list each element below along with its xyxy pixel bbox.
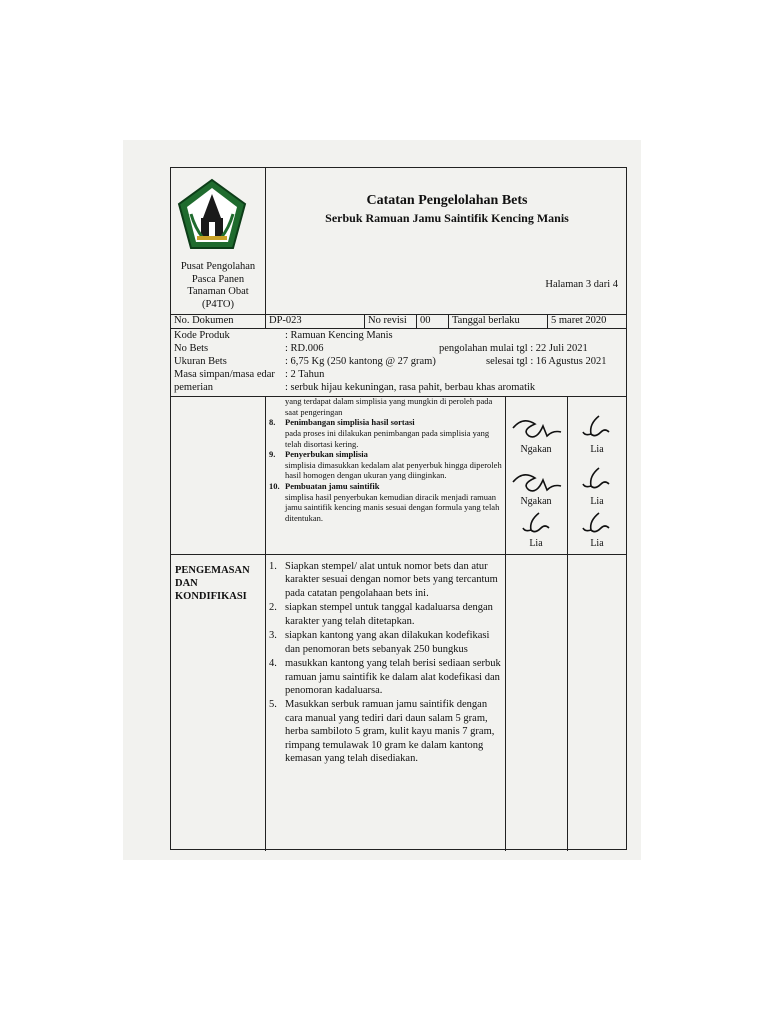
process-step bbox=[267, 417, 505, 449]
heading-line: PENGEMASAN bbox=[175, 565, 250, 576]
mulai-value: pengolahan mulai tgl : 22 Juli 2021 bbox=[439, 343, 588, 354]
signature-ngakan-icon bbox=[509, 414, 563, 440]
signature-name: Lia bbox=[590, 496, 604, 507]
section-divider bbox=[171, 554, 626, 555]
step-intro: yang terdapat dalam simplisia yang mungkin di peroleh pada saat pengeringan bbox=[285, 396, 493, 417]
signature-name: Lia bbox=[590, 444, 604, 455]
berlaku-value: 5 maret 2020 bbox=[547, 314, 628, 328]
column-divider bbox=[567, 396, 568, 851]
step-desc: simplisia dimasukkan kedalam alat penyerbuk hingga diperoleh hasil homogen dengan ukuran yang diinginkan. bbox=[285, 459, 502, 481]
item-text: Siapkan stempel/ alat untuk nomor bets dan atur karakter sesuai dengan nomor bets yang tercantum pada catatan pengolahaan bets ini. bbox=[285, 561, 498, 599]
list-item bbox=[267, 698, 505, 765]
process-section bbox=[171, 396, 626, 851]
ukuran-label: Ukuran Bets bbox=[174, 356, 227, 367]
berlaku-label: Tanggal berlaku bbox=[448, 314, 547, 328]
step-title: Pembuatan jamu saintifik bbox=[285, 481, 380, 491]
process-step bbox=[267, 481, 505, 524]
pemerian-label: pemerian bbox=[174, 382, 214, 393]
header-divider bbox=[265, 168, 266, 314]
signature-lia-icon bbox=[581, 510, 611, 536]
kode-value: : Ramuan Kencing Manis bbox=[285, 330, 393, 341]
step-number: 10. bbox=[269, 481, 280, 491]
document-title: Catatan Pengelolahan Bets bbox=[366, 193, 528, 208]
form-header bbox=[171, 168, 626, 315]
signature-name: Ngakan bbox=[520, 444, 552, 455]
heading-line: KONDIFIKASI bbox=[175, 591, 247, 603]
item-text: siapkan kantong yang akan dilakukan kodefikasi dan penomoran bets sebanyak 250 bungkus bbox=[285, 630, 490, 655]
org-line: (P4TO) bbox=[202, 298, 234, 310]
signature-lia-icon bbox=[581, 464, 611, 492]
step-number: 8. bbox=[269, 417, 276, 428]
heading-line: DAN bbox=[175, 578, 198, 590]
batch-record-form bbox=[170, 167, 627, 850]
masa-value: : 2 Tahun bbox=[285, 369, 325, 380]
no-dokumen-value: DP-023 bbox=[265, 314, 364, 328]
org-line: Tanaman Obat bbox=[187, 286, 249, 298]
item-text: masukkan kantong yang telah berisi sediaan serbuk ramuan jamu saintifik ke dalam alat kodefikasi dan penomoran kadaluarsa. bbox=[285, 658, 501, 696]
pengemasan-list bbox=[267, 560, 505, 767]
step-desc: simplisa hasil penyerbukan kemudian diracik menjadi ramuan jamu saintifik kencing manis sesuai dengan formula yang telah ditentukan. bbox=[285, 491, 500, 523]
organization-name bbox=[171, 261, 265, 311]
signature-lia-icon bbox=[581, 412, 611, 440]
item-number: 5. bbox=[269, 699, 277, 711]
document-info-row bbox=[171, 314, 626, 329]
page-number: Halaman 3 dari 4 bbox=[545, 279, 618, 290]
institution-logo-icon bbox=[177, 178, 247, 254]
list-item bbox=[267, 601, 505, 628]
no-dokumen-label: No. Dokumen bbox=[174, 315, 234, 326]
signature-name: Lia bbox=[590, 538, 604, 549]
pemerian-value: : serbuk hijau kekuningan, rasa pahit, berbau khas aromatik bbox=[285, 382, 536, 393]
org-line: Pasca Panen bbox=[191, 273, 245, 285]
bets-label: No Bets bbox=[174, 343, 209, 354]
revisi-value: 00 bbox=[416, 314, 448, 328]
item-text: Masukkan serbuk ramuan jamu saintifik dengan cara manual yang tediri dari daun salam 5 gram, herba sambiloto 5 gram, kulit kayu manis 7 gram, rimpang temulawak 10 gram ke dalam kantong kemasan yang telah disediakan. bbox=[285, 699, 495, 765]
ukuran-value: : 6,75 Kg (250 kantong @ 27 gram) bbox=[285, 356, 436, 367]
item-number: 2. bbox=[269, 602, 277, 614]
revisi-label: No revisi bbox=[364, 314, 416, 328]
signature-name: Ngakan bbox=[520, 496, 552, 507]
signature-name: Lia bbox=[529, 538, 543, 549]
step-title: Penimbangan simplisia hasil sortasi bbox=[285, 417, 415, 428]
column-divider bbox=[265, 396, 266, 851]
item-number: 1. bbox=[269, 561, 277, 572]
selesai-value: selesai tgl : 16 Agustus 2021 bbox=[486, 356, 607, 367]
column-divider bbox=[505, 396, 506, 851]
item-text: siapkan stempel untuk tanggal kadaluarsa dengan karakter yang telah ditetapkan. bbox=[285, 602, 493, 627]
pengemasan-heading bbox=[175, 564, 250, 603]
org-line: Pusat Pengolahan bbox=[180, 261, 256, 272]
item-number: 4. bbox=[269, 658, 277, 670]
list-item bbox=[267, 560, 505, 600]
product-info bbox=[171, 328, 626, 397]
list-item bbox=[267, 657, 505, 697]
signature-ngakan-icon bbox=[509, 466, 563, 494]
list-item bbox=[267, 629, 505, 656]
step-number: 9. bbox=[269, 449, 276, 460]
item-number: 3. bbox=[269, 630, 277, 642]
bets-value: : RD.006 bbox=[285, 343, 324, 354]
signature-lia-icon bbox=[521, 510, 551, 536]
process-steps bbox=[267, 396, 505, 524]
process-step bbox=[267, 449, 505, 481]
masa-label: Masa simpan/masa edar bbox=[174, 369, 275, 380]
step-title: Penyerbukan simplisia bbox=[285, 449, 368, 460]
step-desc: pada proses ini dilakukan penimbangan pada simplisia yang telah disortasi kering. bbox=[285, 427, 490, 449]
document-subtitle: Serbuk Ramuan Jamu Saintifik Kencing Manis bbox=[325, 211, 569, 225]
kode-label: Kode Produk bbox=[174, 330, 230, 341]
